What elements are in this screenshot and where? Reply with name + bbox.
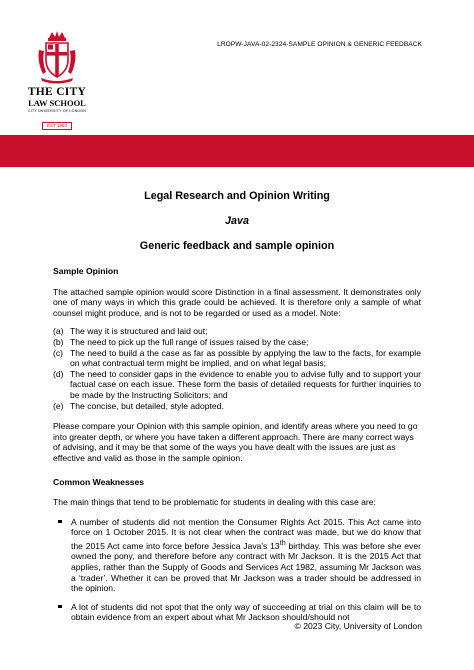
bullet-text-part1: A number of students did not mention the Consumer Rights Act 2015. This Act came into force on 1 October 2015. It is not clear when the contract was made, but we do know that the 2015 Act came into force before Jessica Java's 13 [71,516,421,551]
list-item [53,326,421,337]
footer-copyright: © 2023 City, University of London [294,621,422,631]
list-item [53,401,421,412]
list-marker: (a) [53,326,64,337]
list-item-text: The concise, but detailed, style adopted. [70,400,224,411]
list-item [53,369,421,401]
sample-opinion-closing: Please compare your Opinion with this sample opinion, and identify areas where you need to go into greater depth, or where you have taken a different approach. There are many correct ways of advising, and it may be that some of the ways you have dealt with the issues are just as effective and valid as those in the sample opinion. [53,421,418,463]
square-bullet-icon [58,605,62,609]
list-marker: (d) [53,368,64,379]
list-item [53,517,421,594]
header-red-band [0,135,474,167]
list-item-text: The need to consider gaps in the evidence to enable you to advise fully and to support your factual case on each issue. These form the basis of detailed requests for further inquiries to be made by the Instructing Solicitors; and [70,368,421,400]
bullet-text-part2: birthday. This was before she ever owned the pony, and therefore before any contract with Mr Jackson. It is the 2015 Act that applies, rather than the Supply of Goods and Services Act 1982, assuming Mr Jackson was a ‘trader’. Whether it can be proved that Mr Jackson was a trader should be addressed in the opinion. [71,540,421,594]
list-item-text: The need to pick up the full range of issues raised by the case; [70,336,309,347]
bullet-text: A lot of students did not spot that the only way of succeeding at trial on this claim will be to obtain evidence from an expert about what Mr Jackson should/should not [71,601,421,623]
square-bullet-icon [58,520,62,524]
logo-established: EST 1894 [42,122,72,130]
document-subject: Java [224,215,250,227]
section-heading-sample-opinion: Sample Opinion [53,266,119,276]
list-item-text: The need to build a the case as far as possible by applying the law to the facts, for example on what contractual term might be implied, and on what legal basis; [70,347,421,369]
sample-opinion-intro: The attached sample opinion would score Distinction in a final assessment. It demonstrates only one of many ways in which this grade could be achieved. It is therefore only a sample of what counsel might produce, and is not to be regarded or used as a model. Note: [53,286,421,318]
section-heading-common-weaknesses: Common Weaknesses [53,476,145,487]
list-item [53,602,421,623]
sample-opinion-list [53,326,421,411]
document-body [53,190,421,631]
list-item [53,337,421,348]
list-marker: (c) [53,347,64,358]
crest-icon [35,30,79,84]
common-weaknesses-intro: The main things that tend to be problematic for students in dealing with this case are: [53,497,376,508]
logo-university: CITY UNIVERSITY OF LONDON [28,109,86,113]
logo-title: THE CITY [27,86,87,98]
superscript: th [279,538,286,547]
city-law-school-logo [22,30,92,132]
list-marker: (b) [53,336,64,347]
list-item [53,348,421,369]
common-weaknesses-list [53,517,421,623]
list-item-text: The way it is structured and laid out; [70,326,208,337]
document-title: Legal Research and Opinion Writing [144,190,330,202]
logo-subtitle: LAW SCHOOL [28,98,86,108]
document-code: LROPW-JAVA-02-2324-SAMPLE OPINION & GENERIC FEEDBACK [217,41,422,48]
list-marker: (e) [53,400,64,411]
document-subtitle: Generic feedback and sample opinion [139,240,335,252]
